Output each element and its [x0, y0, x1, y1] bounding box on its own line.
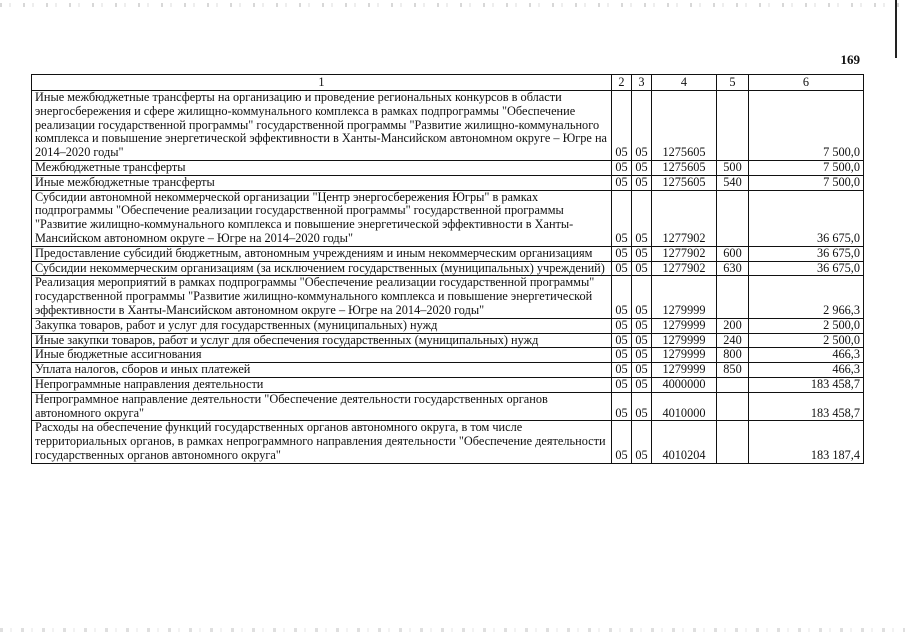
cell-target-code: 1277902	[652, 261, 717, 276]
cell-description: Иные бюджетные ассигнования	[32, 348, 612, 363]
header-col-4: 4	[652, 75, 717, 91]
scan-noise-bottom	[0, 628, 905, 632]
header-col-3: 3	[632, 75, 652, 91]
cell-subsection: 05	[632, 333, 652, 348]
cell-target-code: 1279999	[652, 348, 717, 363]
cell-section: 05	[612, 377, 632, 392]
cell-target-code: 1277902	[652, 246, 717, 261]
table-row	[32, 246, 864, 261]
cell-description: Реализация мероприятий в рамках подпрограммы "Обеспечение реализации государственной программы" государственной программы "Развитие жилищно-коммунального комплекса и повышение энергетической эффективности в Ханты-Мансийском автономном округе – Югре на 2014–2020 годы"	[32, 276, 612, 318]
table-row	[32, 190, 864, 246]
cell-expense-type	[717, 276, 749, 318]
table-row	[32, 91, 864, 161]
table-row	[32, 392, 864, 421]
cell-target-code: 1275605	[652, 175, 717, 190]
cell-expense-type: 800	[717, 348, 749, 363]
cell-description: Предоставление субсидий бюджетным, автономным учреждениям и иным некоммерческим организациям	[32, 246, 612, 261]
cell-section: 05	[612, 333, 632, 348]
cell-expense-type: 240	[717, 333, 749, 348]
cell-expense-type: 200	[717, 318, 749, 333]
table-row	[32, 318, 864, 333]
header-col-1: 1	[32, 75, 612, 91]
header-col-6: 6	[749, 75, 864, 91]
cell-amount: 466,3	[749, 348, 864, 363]
cell-section: 05	[612, 261, 632, 276]
cell-section: 05	[612, 175, 632, 190]
cell-expense-type: 500	[717, 160, 749, 175]
table-row	[32, 175, 864, 190]
cell-description: Субсидии автономной некоммерческой организации "Центр энергосбережения Югры" в рамках подпрограммы "Обеспечение реализации государственной программы" государственной программы "Развитие жилищно-коммунального комплекса и повышение энергетической эффективности в Ханты-Мансийском автономном округе – Югре на 2014–2020 годы"	[32, 190, 612, 246]
cell-description: Закупка товаров, работ и услуг для государственных (муниципальных) нужд	[32, 318, 612, 333]
cell-target-code: 4000000	[652, 377, 717, 392]
page-edge-mark	[895, 0, 897, 58]
cell-description: Непрограммное направление деятельности "Обеспечение деятельности государственных органов автономного округа"	[32, 392, 612, 421]
table-row	[32, 276, 864, 318]
cell-subsection: 05	[632, 160, 652, 175]
header-col-2: 2	[612, 75, 632, 91]
header-col-5: 5	[717, 75, 749, 91]
cell-amount: 2 966,3	[749, 276, 864, 318]
cell-description: Субсидии некоммерческим организациям (за исключением государственных (муниципальных) учреждений)	[32, 261, 612, 276]
cell-expense-type: 540	[717, 175, 749, 190]
cell-target-code: 1275605	[652, 160, 717, 175]
cell-target-code: 1279999	[652, 363, 717, 378]
cell-amount: 2 500,0	[749, 333, 864, 348]
cell-amount: 36 675,0	[749, 246, 864, 261]
cell-description: Расходы на обеспечение функций государственных органов автономного округа, в том числе территориальных органов, в рамках непрограммного направления деятельности "Обеспечение деятельности государственных органов автономного округа"	[32, 421, 612, 463]
table-row	[32, 363, 864, 378]
budget-table	[31, 74, 864, 464]
cell-expense-type	[717, 421, 749, 463]
cell-expense-type	[717, 392, 749, 421]
table-row	[32, 261, 864, 276]
cell-expense-type: 630	[717, 261, 749, 276]
cell-section: 05	[612, 91, 632, 161]
cell-subsection: 05	[632, 421, 652, 463]
cell-description: Непрограммные направления деятельности	[32, 377, 612, 392]
cell-amount: 183 458,7	[749, 392, 864, 421]
cell-description: Иные закупки товаров, работ и услуг для обеспечения государственных (муниципальных) нужд	[32, 333, 612, 348]
cell-description: Иные межбюджетные трансферты на организацию и проведение региональных конкурсов в области энергосбережения и сфере жилищно-коммунального комплекса в рамках подпрограммы "Обеспечение реализации государственной программы" государственной программы "Развитие жилищно-коммунального комплекса и повышение энергетической эффективности в Ханты-Мансийском автономном округе – Югре на 2014–2020 годы"	[32, 91, 612, 161]
cell-section: 05	[612, 276, 632, 318]
cell-amount: 7 500,0	[749, 175, 864, 190]
cell-subsection: 05	[632, 318, 652, 333]
cell-amount: 36 675,0	[749, 261, 864, 276]
cell-description: Уплата налогов, сборов и иных платежей	[32, 363, 612, 378]
cell-amount: 2 500,0	[749, 318, 864, 333]
cell-section: 05	[612, 246, 632, 261]
cell-expense-type	[717, 190, 749, 246]
cell-subsection: 05	[632, 261, 652, 276]
cell-amount: 7 500,0	[749, 160, 864, 175]
page-number: 169	[840, 52, 860, 67]
cell-section: 05	[612, 392, 632, 421]
cell-subsection: 05	[632, 190, 652, 246]
cell-subsection: 05	[632, 363, 652, 378]
cell-expense-type: 600	[717, 246, 749, 261]
table-row	[32, 377, 864, 392]
cell-expense-type	[717, 91, 749, 161]
cell-target-code: 1279999	[652, 276, 717, 318]
cell-section: 05	[612, 190, 632, 246]
cell-target-code: 1279999	[652, 333, 717, 348]
cell-expense-type: 850	[717, 363, 749, 378]
cell-target-code: 1277902	[652, 190, 717, 246]
cell-amount: 7 500,0	[749, 91, 864, 161]
cell-amount: 183 458,7	[749, 377, 864, 392]
scan-noise-top	[0, 3, 905, 7]
cell-subsection: 05	[632, 175, 652, 190]
cell-target-code: 4010000	[652, 392, 717, 421]
table-row	[32, 333, 864, 348]
cell-expense-type	[717, 377, 749, 392]
cell-section: 05	[612, 421, 632, 463]
table-header-row	[32, 75, 864, 91]
cell-subsection: 05	[632, 91, 652, 161]
table-body	[32, 91, 864, 464]
cell-amount: 36 675,0	[749, 190, 864, 246]
cell-section: 05	[612, 363, 632, 378]
cell-target-code: 4010204	[652, 421, 717, 463]
cell-target-code: 1275605	[652, 91, 717, 161]
cell-subsection: 05	[632, 348, 652, 363]
table-row	[32, 160, 864, 175]
cell-section: 05	[612, 318, 632, 333]
cell-amount: 183 187,4	[749, 421, 864, 463]
table-row	[32, 421, 864, 463]
cell-subsection: 05	[632, 276, 652, 318]
cell-description: Иные межбюджетные трансферты	[32, 175, 612, 190]
cell-subsection: 05	[632, 377, 652, 392]
cell-description: Межбюджетные трансферты	[32, 160, 612, 175]
cell-amount: 466,3	[749, 363, 864, 378]
cell-target-code: 1279999	[652, 318, 717, 333]
cell-subsection: 05	[632, 392, 652, 421]
cell-subsection: 05	[632, 246, 652, 261]
cell-section: 05	[612, 348, 632, 363]
table-row	[32, 348, 864, 363]
cell-section: 05	[612, 160, 632, 175]
